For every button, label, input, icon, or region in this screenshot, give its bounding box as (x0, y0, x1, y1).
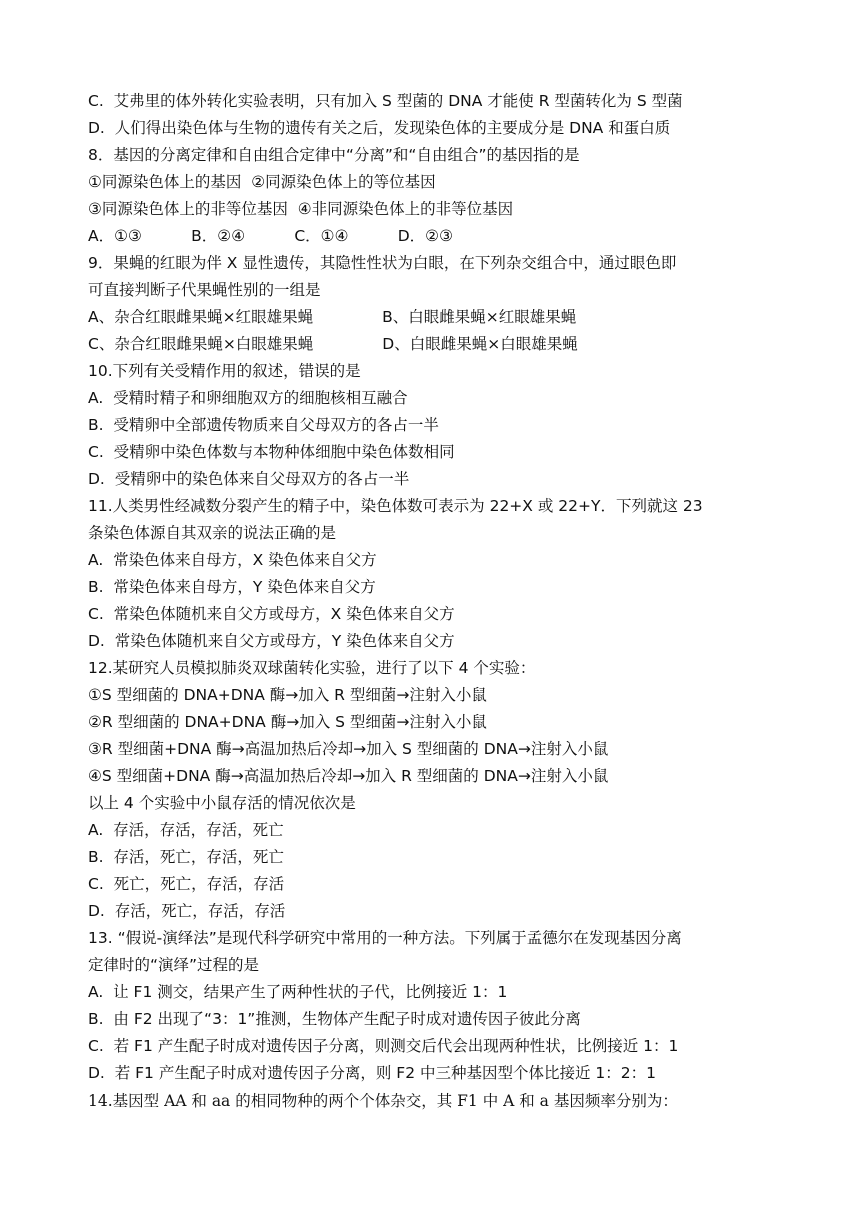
q12-option-c: C. 死亡，死亡，存活，存活 (88, 875, 285, 893)
q12-question: 以上 4 个实验中小鼠存活的情况依次是 (88, 794, 356, 812)
q9-options-ab: A、杂合红眼雌果蝇×红眼雄果蝇 B、白眼雌果蝇×红眼雄果蝇 (88, 308, 577, 326)
q7-option-d: D. 人们得出染色体与生物的遗传有关之后，发现染色体的主要成分是 DNA 和蛋白质 (88, 119, 671, 137)
q11-stem-2: 条染色体源自其双亲的说法正确的是 (88, 524, 337, 542)
q13-stem-1: 13. “假说-演绎法”是现代科学研究中常用的一种方法。下列属于孟德尔在发现基因分离 (88, 929, 682, 947)
q9-stem-2: 可直接判断子代果蝇性别的一组是 (88, 281, 321, 299)
q13-option-d: D. 若 F1 产生配子时成对遗传因子分离，则 F2 中三种基因型个体比接近 1：2：1 (88, 1064, 656, 1082)
q13-option-b: B. 由 F2 出现了“3：1”推测，生物体产生配子时成对遗传因子彼此分离 (88, 1010, 581, 1028)
q14-stem: 14.基因型 AA 和 aa 的相同物种的两个个体杂交，其 F1 中 A 和 a 基因频率分别为： (88, 1092, 678, 1110)
q12-stem: 12.某研究人员模拟肺炎双球菌转化实验，进行了以下 4 个实验： (88, 659, 536, 677)
q8-items-2: ③同源染色体上的非等位基因 ④非同源染色体上的非等位基因 (88, 200, 514, 218)
q11-option-a: A. 常染色体来自母方，X 染色体来自父方 (88, 551, 377, 569)
q10-stem: 10.下列有关受精作用的叙述，错误的是 (88, 362, 361, 380)
q8-stem: 8．基因的分离定律和自由组合定律中“分离”和“自由组合”的基因指的是 (88, 146, 580, 164)
q8-options: A．①③ B．②④ C．①④ D．②③ (88, 227, 453, 245)
q12-experiment-1: ①S 型细菌的 DNA+DNA 酶→加入 R 型细菌→注射入小鼠 (88, 686, 487, 704)
q12-experiment-2: ②R 型细菌的 DNA+DNA 酶→加入 S 型细菌→注射入小鼠 (88, 713, 487, 731)
q9-stem-1: 9．果蝇的红眼为伴 X 显性遗传，其隐性性状为白眼，在下列杂交组合中，通过眼色即 (88, 254, 677, 272)
q7-option-c: C. 艾弗里的体外转化实验表明，只有加入 S 型菌的 DNA 才能使 R 型菌转化为 S 型菌 (88, 92, 683, 110)
q13-stem-2: 定律时的“演绎”过程的是 (88, 956, 260, 974)
q12-experiment-4: ④S 型细菌+DNA 酶→高温加热后冷却→加入 R 型细菌的 DNA→注射入小鼠 (88, 767, 609, 785)
q10-option-b: B. 受精卵中全部遗传物质来自父母双方的各占一半 (88, 416, 439, 434)
q11-stem-1: 11.人类男性经减数分裂产生的精子中，染色体数可表示为 22+X 或 22+Y．下列就这 23 (88, 497, 703, 515)
q9-options-cd: C、杂合红眼雌果蝇×白眼雄果蝇 D、白眼雌果蝇×白眼雄果蝇 (88, 335, 578, 353)
q12-option-b: B. 存活，死亡，存活，死亡 (88, 848, 284, 866)
q11-option-c: C. 常染色体随机来自父方或母方，X 染色体来自父方 (88, 605, 455, 623)
q12-option-a: A. 存活，存活，存活，死亡 (88, 821, 284, 839)
q10-option-d: D. 受精卵中的染色体来自父母双方的各占一半 (88, 470, 410, 488)
q8-items-1: ①同源染色体上的基因 ②同源染色体上的等位基因 (88, 173, 436, 191)
q10-option-a: A. 受精时精子和卵细胞双方的细胞核相互融合 (88, 389, 408, 407)
q11-option-b: B. 常染色体来自母方，Y 染色体来自父方 (88, 578, 376, 596)
q11-option-d: D. 常染色体随机来自父方或母方，Y 染色体来自父方 (88, 632, 455, 650)
q12-experiment-3: ③R 型细菌+DNA 酶→高温加热后冷却→加入 S 型细菌的 DNA→注射入小鼠 (88, 740, 609, 758)
q10-option-c: C. 受精卵中染色体数与本物种体细胞中染色体数相同 (88, 443, 455, 461)
q13-option-c: C. 若 F1 产生配子时成对遗传因子分离，则测交后代会出现两种性状，比例接近 1：1 (88, 1037, 679, 1055)
q13-option-a: A. 让 F1 测交，结果产生了两种性状的子代，比例接近 1：1 (88, 983, 508, 1001)
q12-option-d: D. 存活，死亡，存活，存活 (88, 902, 286, 920)
